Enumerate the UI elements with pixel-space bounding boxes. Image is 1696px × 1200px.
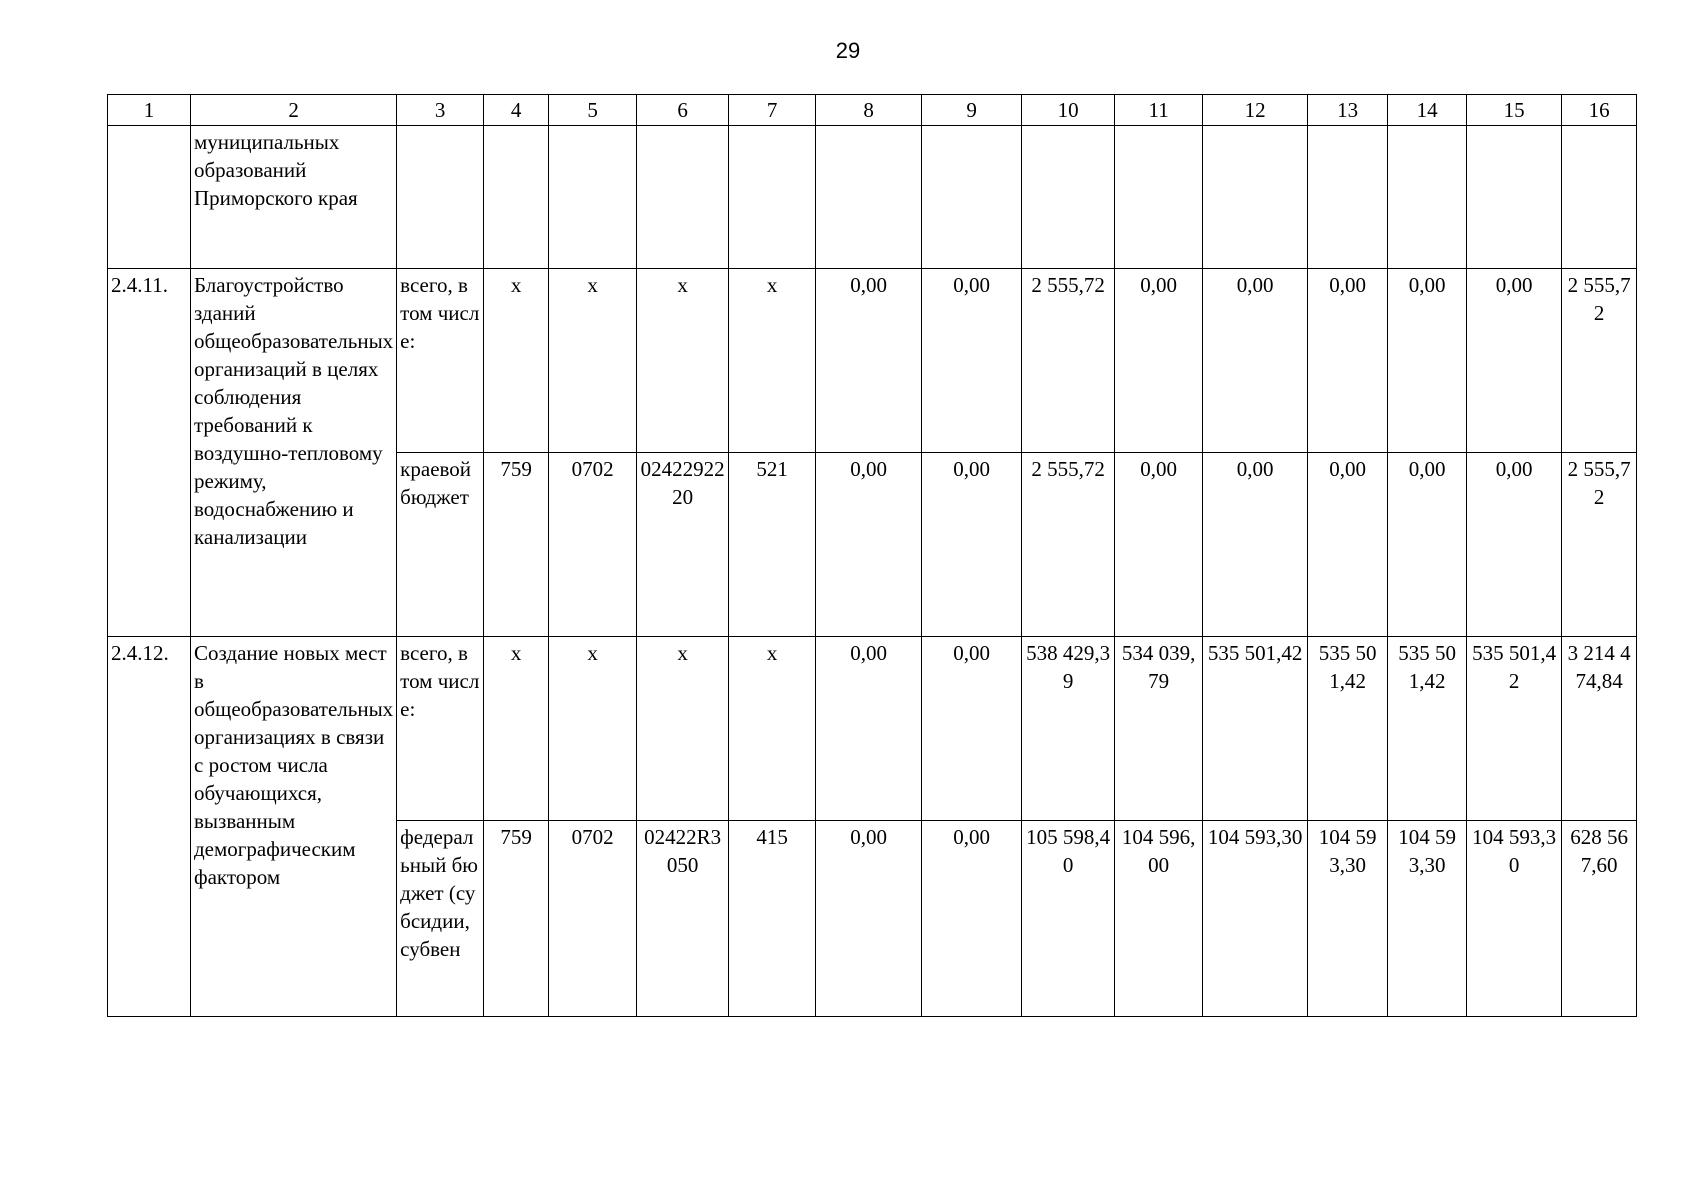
table-cell: 0,00 bbox=[816, 269, 922, 453]
table-cell: 0702 bbox=[549, 821, 637, 1017]
table-cell: 104 593,30 bbox=[1308, 821, 1388, 1017]
table-cell: 535 501,42 bbox=[1203, 637, 1308, 821]
table-cell: х bbox=[549, 269, 637, 453]
header-cell: 6 bbox=[637, 95, 729, 126]
table-cell: 534 039,79 bbox=[1115, 637, 1203, 821]
table-cell bbox=[397, 126, 484, 269]
source-cell: всего, в том числе: bbox=[397, 269, 484, 453]
table-cell: х bbox=[729, 637, 816, 821]
table-cell bbox=[484, 126, 549, 269]
header-cell: 12 bbox=[1203, 95, 1308, 126]
table-cell: 535 501,42 bbox=[1467, 637, 1562, 821]
table-cell: 0,00 bbox=[922, 269, 1022, 453]
table-cell: 0,00 bbox=[1308, 453, 1388, 637]
page-number: 29 bbox=[835, 38, 861, 63]
table-cell: 0,00 bbox=[816, 637, 922, 821]
table-cell: 0,00 bbox=[1308, 269, 1388, 453]
header-row bbox=[108, 95, 1637, 126]
table-cell: 2 555,72 bbox=[1562, 453, 1637, 637]
table-cell: х bbox=[484, 269, 549, 453]
table-cell: 0,00 bbox=[1115, 453, 1203, 637]
table-row-continued bbox=[108, 126, 1637, 269]
table-cell bbox=[1467, 126, 1562, 269]
table-cell bbox=[1562, 126, 1637, 269]
table-cell bbox=[1308, 126, 1388, 269]
table-cell bbox=[1203, 126, 1308, 269]
table-cell bbox=[1388, 126, 1467, 269]
table-cell: 104 596,00 bbox=[1115, 821, 1203, 1017]
table-cell: 535 501,42 bbox=[1388, 637, 1467, 821]
header-cell: 4 bbox=[484, 95, 549, 126]
table-cell: 0,00 bbox=[1388, 453, 1467, 637]
source-cell: всего, в том числе: bbox=[397, 637, 484, 821]
table-cell: 538 429,39 bbox=[1022, 637, 1115, 821]
table-cell: 0,00 bbox=[922, 637, 1022, 821]
name-cell: Создание новых мест в общеобразовательных организациях в связи с ростом числа обучающихся, вызванным демографическим фактором bbox=[191, 637, 397, 1017]
table-cell bbox=[729, 126, 816, 269]
source-cell: федеральный бюджет (субсидии, субвен bbox=[397, 821, 484, 1017]
header-cell: 14 bbox=[1388, 95, 1467, 126]
table-cell: 105 598,40 bbox=[1022, 821, 1115, 1017]
budget-table bbox=[107, 94, 1637, 1017]
header-cell: 11 bbox=[1115, 95, 1203, 126]
table-cell: 0,00 bbox=[1203, 453, 1308, 637]
table-cell: 0,00 bbox=[816, 453, 922, 637]
table-cell: х bbox=[484, 637, 549, 821]
code-cell: 2.4.12. bbox=[108, 637, 191, 1017]
table-cell: 104 593,30 bbox=[1203, 821, 1308, 1017]
table-cell: 0,00 bbox=[816, 821, 922, 1017]
table-cell bbox=[1115, 126, 1203, 269]
table-row bbox=[108, 637, 1637, 821]
table-cell bbox=[922, 126, 1022, 269]
table-cell: 0,00 bbox=[1467, 453, 1562, 637]
table-cell: 0,00 bbox=[1388, 269, 1467, 453]
table-cell: 0242292220 bbox=[637, 453, 729, 637]
table-cell bbox=[549, 126, 637, 269]
table-cell: х bbox=[729, 269, 816, 453]
table-cell: 0702 bbox=[549, 453, 637, 637]
name-cell: Благоустройство зданий общеобразовательных организаций в целях соблюдения требований к воздушно-тепловому режиму, водоснабжению и канализации bbox=[191, 269, 397, 637]
header-cell: 10 bbox=[1022, 95, 1115, 126]
header-cell: 3 bbox=[397, 95, 484, 126]
table-cell: 3 214 474,84 bbox=[1562, 637, 1637, 821]
header-cell: 5 bbox=[549, 95, 637, 126]
header-cell: 9 bbox=[922, 95, 1022, 126]
table-cell bbox=[637, 126, 729, 269]
table-cell: 0,00 bbox=[922, 453, 1022, 637]
table-cell: 0,00 bbox=[1467, 269, 1562, 453]
table-cell: 02422R3050 bbox=[637, 821, 729, 1017]
header-cell: 2 bbox=[191, 95, 397, 126]
table-cell bbox=[1022, 126, 1115, 269]
table-cell: 2 555,72 bbox=[1022, 453, 1115, 637]
table-cell: х bbox=[637, 637, 729, 821]
header-cell: 8 bbox=[816, 95, 922, 126]
table-cell: 759 bbox=[484, 821, 549, 1017]
header-cell: 13 bbox=[1308, 95, 1388, 126]
table-cell: 2 555,72 bbox=[1022, 269, 1115, 453]
table-cell: 0,00 bbox=[1115, 269, 1203, 453]
table-cell: 415 bbox=[729, 821, 816, 1017]
code-cell: 2.4.11. bbox=[108, 269, 191, 637]
table-cell: 104 593,30 bbox=[1388, 821, 1467, 1017]
header-cell: 1 bbox=[108, 95, 191, 126]
table-cell: х bbox=[637, 269, 729, 453]
table-cell: 628 567,60 bbox=[1562, 821, 1637, 1017]
table-cell: 104 593,30 bbox=[1467, 821, 1562, 1017]
table-row bbox=[108, 269, 1637, 453]
table-cell: 759 bbox=[484, 453, 549, 637]
table-cell: 0,00 bbox=[922, 821, 1022, 1017]
header-cell: 16 bbox=[1562, 95, 1637, 126]
name-cell: муниципальных образований Приморского края bbox=[191, 126, 397, 269]
table-cell: 0,00 bbox=[1203, 269, 1308, 453]
table-cell: 521 bbox=[729, 453, 816, 637]
header-cell: 15 bbox=[1467, 95, 1562, 126]
table-cell: 2 555,72 bbox=[1562, 269, 1637, 453]
source-cell: краевой бюджет bbox=[397, 453, 484, 637]
table-cell bbox=[816, 126, 922, 269]
table-cell: 535 501,42 bbox=[1308, 637, 1388, 821]
code-cell bbox=[108, 126, 191, 269]
table-cell: х bbox=[549, 637, 637, 821]
header-cell: 7 bbox=[729, 95, 816, 126]
